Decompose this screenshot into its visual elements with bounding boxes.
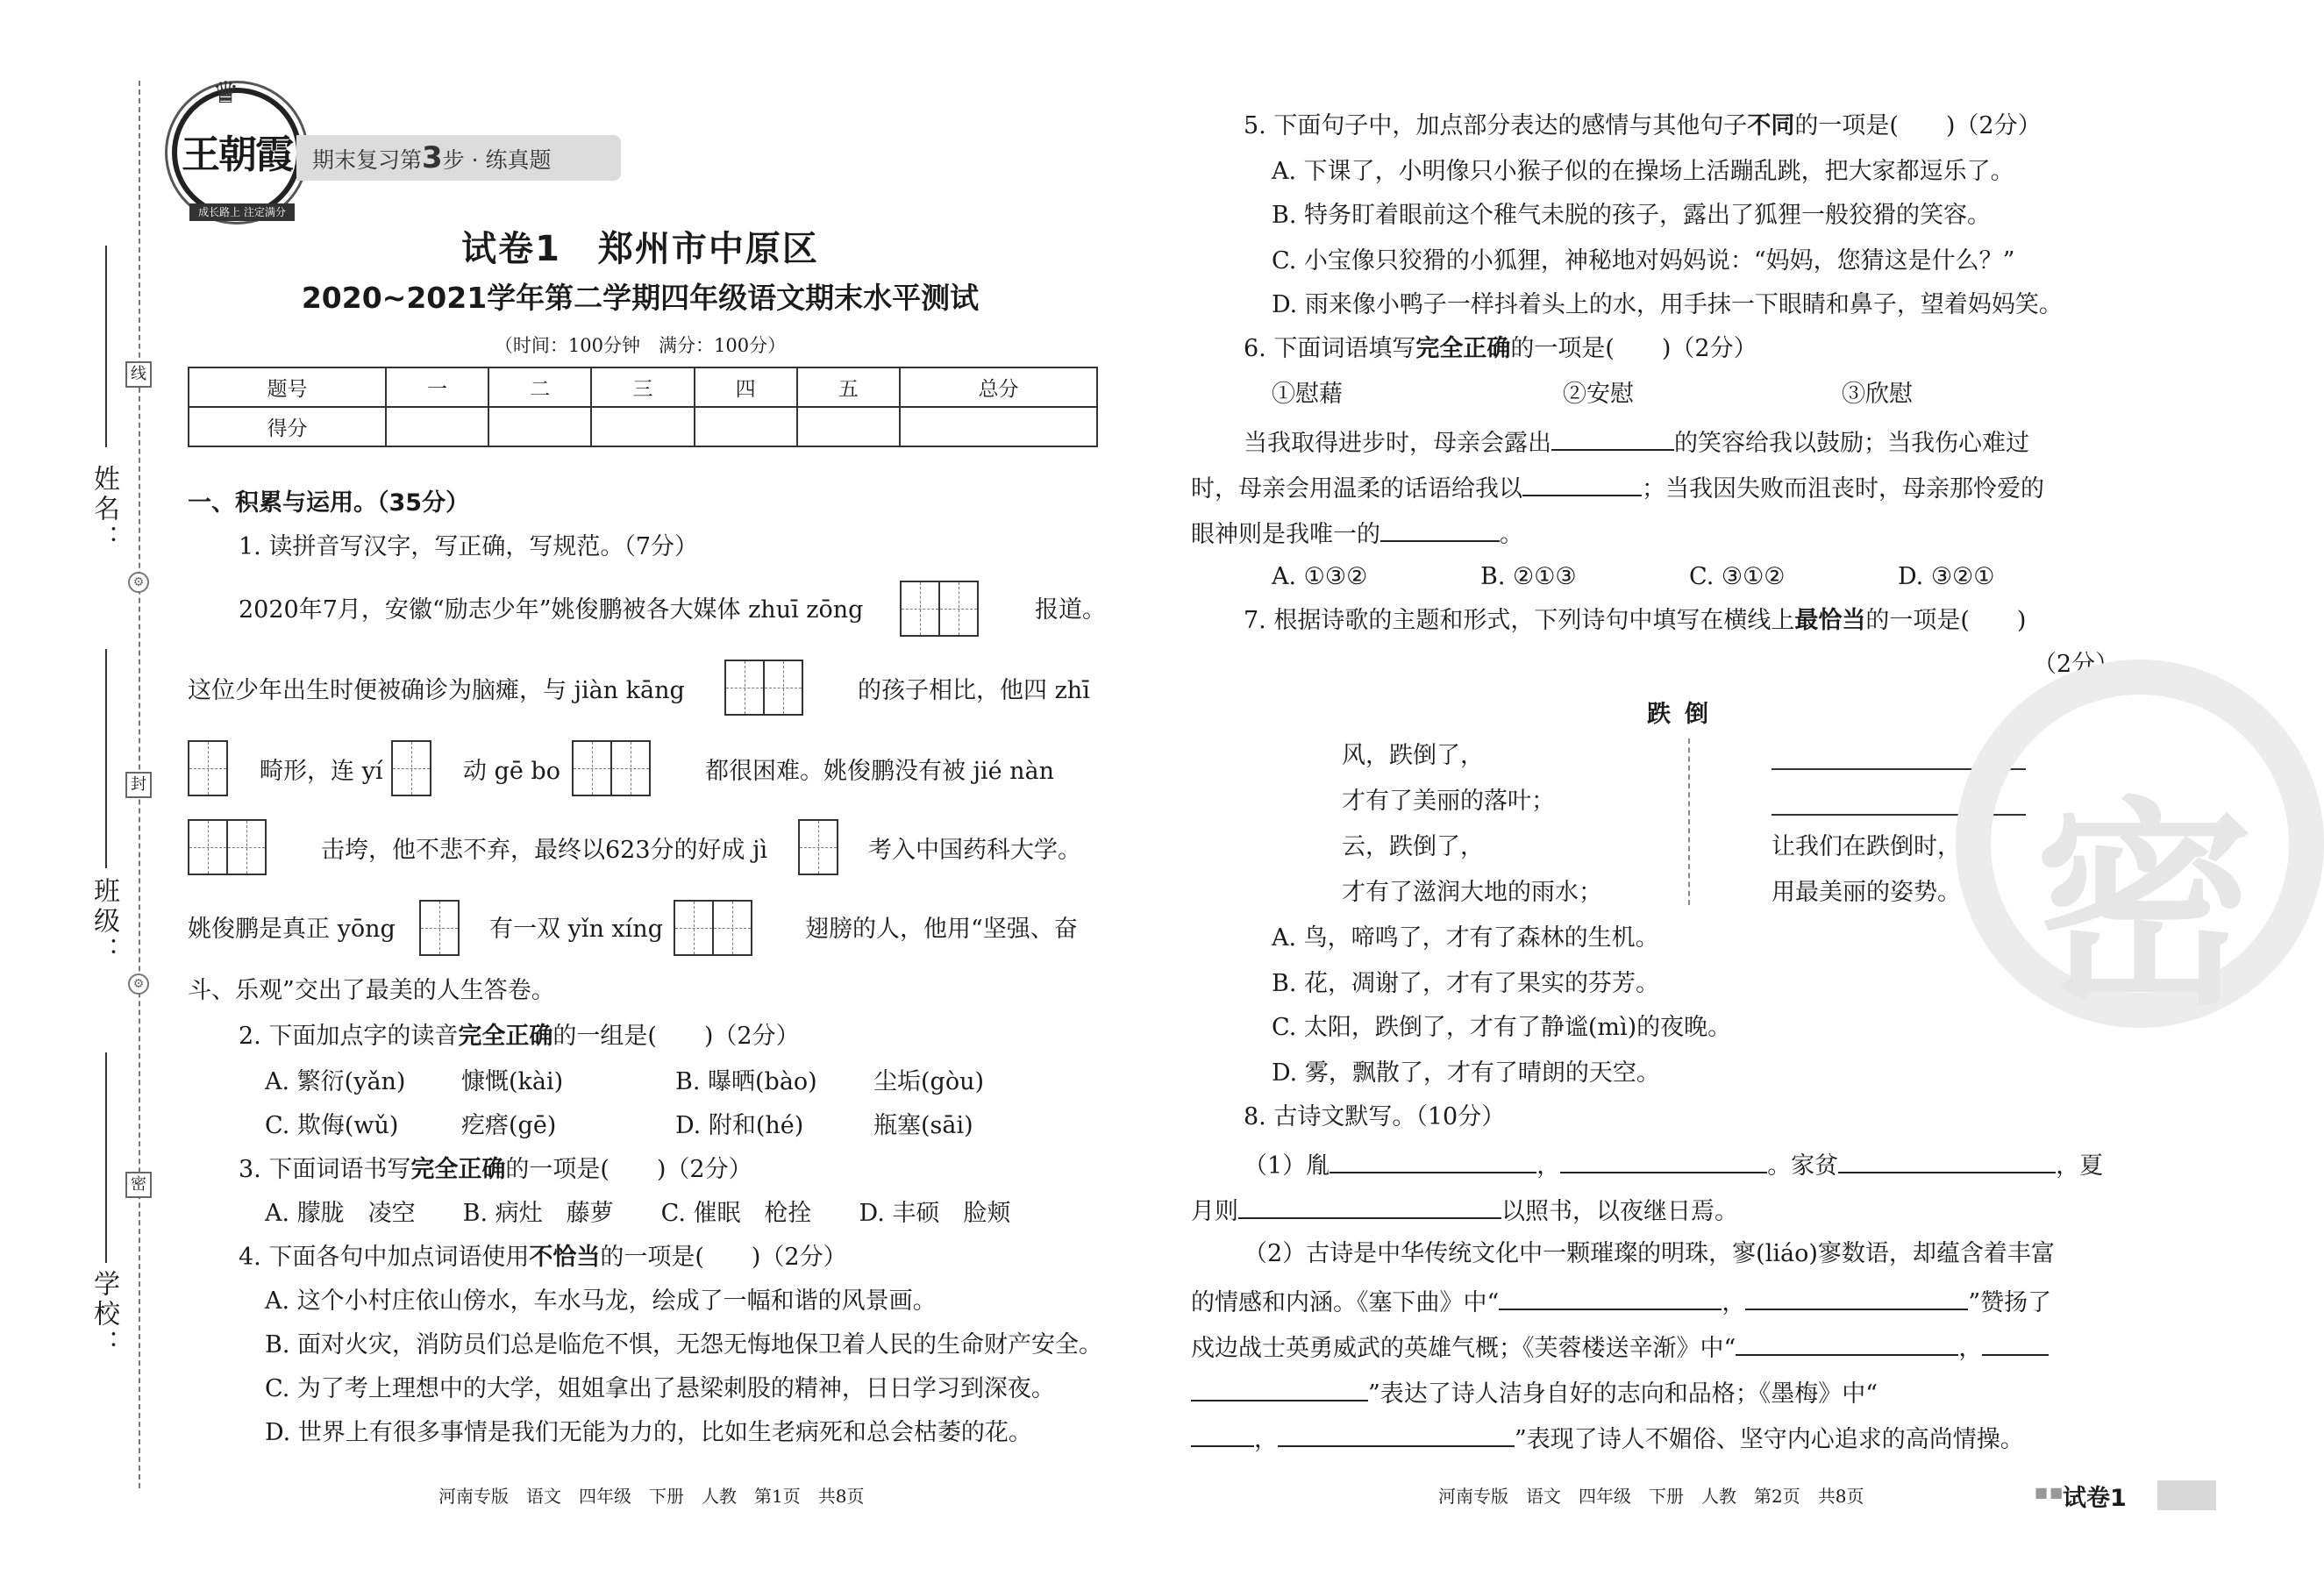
q6-word-2: ②安慰 [1563,381,1634,408]
q4-pre: 4. 下面各句中加点词语使用 [239,1244,530,1271]
poem-line: 用最美丽的姿势。 [1772,879,1961,906]
q2-option-b2: 尘垢(gòu) [873,1068,984,1095]
answer-blank[interactable] [1745,1284,1968,1310]
q3-prompt [239,1154,752,1186]
page-footer-right: 河南专版 语文 四年级 下册 人教 第2页 共8页 [1438,1486,1864,1507]
exam-meta: （时间：100分钟 满分：100分） [494,335,787,356]
q8-line [1191,1193,1738,1228]
q8-text: 月则 [1191,1198,1238,1225]
q6-word-3: ③欣慰 [1842,381,1913,408]
poem-line: 风，跌倒了， [1342,742,1484,769]
q6-text: 时，母亲会用温柔的话语给我以 [1191,475,1522,503]
answer-blank[interactable] [1560,1147,1767,1173]
q8-text: ”表现了诗人不媚俗、坚守内心追求的高尚情操。 [1515,1426,2024,1453]
answer-grid[interactable] [391,740,431,796]
answer-blank[interactable] [1191,1375,1368,1401]
poem-line: 才有了滋润大地的雨水； [1342,879,1602,906]
q8-text: 。家贫 [1767,1152,1839,1180]
q1-text: 报道。 [1035,596,1106,624]
q2-post: 的一组是( )（2分） [552,1023,800,1050]
score-cell[interactable] [900,407,1097,446]
q8-text: ”赞扬了 [1968,1289,2052,1316]
q1-text: 考入中国药科大学。 [868,837,1081,864]
watermark-seal [1956,660,2324,1034]
answer-blank[interactable] [1191,1421,1254,1447]
score-cell[interactable] [797,407,900,446]
q8-text: 戍边战士英勇威武的英雄气概；《芙蓉楼送辛渐》中“ [1191,1335,1736,1362]
answer-blank[interactable] [1380,516,1500,542]
answer-blank[interactable] [1278,1421,1515,1447]
q8-line [1244,1147,2103,1182]
q8-text: 以照书，以夜继日焉。 [1501,1198,1738,1225]
q6-passage [1191,516,1523,551]
q2-prompt [239,1021,800,1052]
answer-grid[interactable] [572,740,651,796]
q6-option-a[interactable]: A. ①③② [1272,563,1368,590]
answer-blank[interactable] [1330,1147,1536,1173]
school-blank[interactable] [105,1052,107,1263]
q6-text: 的笑容给我以鼓励；当我伤心难过 [1674,430,2029,457]
q2-option-c1[interactable]: C. 欺侮(wǔ) [265,1112,399,1139]
q7-option-b[interactable]: B. 花，凋谢了，才有了果实的芬芳。 [1272,970,1660,997]
q8-text: ， [1722,1289,1746,1316]
q7-prompt [1244,605,2026,637]
q6-text: 。 [1500,521,1523,548]
q3-pre: 3. 下面词语书写 [239,1156,411,1183]
banner-step: 3 [422,140,443,175]
q2-option-d2: 瓶塞(sāi) [873,1112,973,1139]
answer-grid[interactable] [900,581,979,637]
answer-blank[interactable] [1736,1330,1958,1356]
table-row [189,407,1097,446]
q1-text: 翅膀的人，他用“坚强、奋 [805,916,1078,943]
q8-line [1191,1375,1878,1410]
q5-prompt [1244,111,2042,142]
q6-option-c[interactable]: C. ③①② [1689,563,1786,590]
paper-badge: 试卷1 [2063,1485,2127,1512]
q1-text: 斗、乐观”交出了最美的人生答卷。 [188,977,555,1004]
q6-bold: 完全正确 [1415,335,1511,362]
name-blank[interactable] [105,246,107,447]
score-cell[interactable] [591,407,694,446]
answer-grid[interactable] [188,819,267,875]
binding-hole-icon: ⚙ [128,572,149,593]
q1-text: 2020年7月，安徽“励志少年”姚俊鹏被各大媒体 zhuī zōng [239,596,864,624]
q2-pre: 2. 下面加点字的读音 [239,1023,459,1050]
q7-score: （2分） [2033,651,2120,678]
q7-bold: 最恰当 [1794,607,1866,634]
q8-text: （1）胤 [1244,1152,1330,1180]
q6-option-b[interactable]: B. ②①③ [1480,563,1577,590]
q4-post: 的一项是( )（2分） [600,1244,847,1271]
answer-blank[interactable] [1551,424,1674,451]
binding-mark-secret: 密 [125,1172,152,1198]
table-header: 题号 [189,367,386,407]
q6-passage [1191,470,2044,505]
brand-logo [172,75,302,218]
q2-option-a1[interactable]: A. 繁衍(yǎn) [265,1068,406,1095]
q7-pre: 7. 根据诗歌的主题和形式，下列诗句中填写在横线上 [1244,607,1795,634]
q1-text: 击垮，他不悲不弃，最终以623分的好成 jì [321,837,768,864]
q2-option-a2: 慷慨(kài) [461,1068,564,1095]
q8-prompt: 8. 古诗文默写。（10分） [1244,1103,1506,1130]
answer-grid[interactable] [419,900,460,956]
q8-text: 的情感和内涵。《塞下曲》中“ [1191,1289,1500,1316]
poem-line: 才有了美丽的落叶； [1342,788,1555,815]
answer-blank[interactable] [1838,1147,2056,1173]
table-header: 总分 [900,367,1097,407]
poem-divider [1688,738,1690,905]
answer-blank[interactable] [1238,1193,1501,1219]
q5-option-d[interactable]: D. 雨来像小鸭子一样抖着头上的水，用手抹一下眼睛和鼻子，望着妈妈笑。 [1272,291,2063,318]
q6-passage [1244,424,2029,460]
brand-ribbon: 成长路上 注定满分 [189,203,295,221]
class-label: 班级： [89,877,119,966]
poem-title: 跌倒 [1647,701,1722,728]
q1-text: 畸形，连 yí [260,758,383,785]
q6-text: 当我取得进步时，母亲会露出 [1244,430,1551,457]
q8-line: （2）古诗是中华传统文化中一颗璀璨的明珠，寥(liáo)寥数语，却蕴含着丰富 [1244,1240,2055,1267]
q5-option-a[interactable]: A. 下课了，小明像只小猴子似的在操场上活蹦乱跳，把大家都逗乐了。 [1272,158,2014,185]
q6-pre: 6. 下面词语填写 [1244,335,1416,362]
q4-bold: 不恰当 [529,1244,601,1271]
brand-name: 王朝霞 [182,132,292,177]
answer-blank[interactable] [1982,1330,2049,1356]
q8-line [1191,1330,2049,1365]
q6-post: 的一项是( )（2分） [1510,335,1757,362]
q4-option-a[interactable]: A. 这个小村庄依山傍水，车水马龙，绘成了一幅和谐的风景画。 [265,1287,937,1315]
binding-mark-line: 线 [125,361,152,388]
watermark-char: 密 [2035,779,2254,1034]
binding-mark-seal: 封 [125,772,152,798]
q1-text: 的孩子相比，他四 zhī [858,677,1090,704]
q6-text: 眼神则是我唯一的 [1191,521,1380,548]
q3-options[interactable]: A. 朦胧 凌空 B. 病灶 藤萝 C. 催眠 枪拴 D. 丰硕 脸颊 [265,1200,1011,1227]
q7-option-c[interactable]: C. 太阳，跌倒了，才有了静谧(mì)的夜晚。 [1272,1014,1732,1041]
q4-option-b[interactable]: B. 面对火灾，消防员们总是临危不惧，无怨无悔地保卫着人民的生命财产安全。 [265,1331,1103,1359]
banner-prefix: 期末复习第 [312,147,423,173]
q6-word-1: ①慰藉 [1272,381,1343,408]
q7-option-a[interactable]: A. 鸟，啼鸣了，才有了森林的生机。 [1272,924,1659,952]
answer-grid[interactable] [674,900,752,956]
q4-option-d[interactable]: D. 世界上有很多事情是我们无能为力的，比如生老病死和总会枯萎的花。 [265,1419,1032,1446]
section-1-heading: 一、积累与运用。（35分） [188,489,470,517]
q3-bold: 完全正确 [410,1156,506,1183]
q8-text: ，夏 [2056,1152,2104,1180]
q8-line [1191,1421,2024,1456]
q8-text: ， [1958,1335,1983,1362]
page-footer-left: 河南专版 语文 四年级 下册 人教 第1页 共8页 [438,1486,865,1507]
answer-grid[interactable] [798,819,838,875]
q5-pre: 5. 下面句子中，加点部分表达的感情与其他句子 [1244,112,1748,139]
badge-bar [2157,1480,2216,1510]
q1-text: 动 gē bo [463,758,560,785]
q8-text: ， [1254,1426,1278,1453]
binding-hole-icon: ⚙ [128,973,149,995]
name-label: 姓名： [89,465,119,554]
table-header: 一 [386,367,488,407]
q1-text: 姚俊鹏是真正 yōng [188,916,396,943]
class-blank[interactable] [105,649,107,868]
q5-option-b[interactable]: B. 特务盯着眼前这个稚气未脱的孩子，露出了狐狸一般狡猾的笑容。 [1272,202,1992,229]
q1-text: 有一双 yǐn xíng [489,916,663,943]
q6-prompt [1244,333,1757,365]
q4-option-c[interactable]: C. 为了考上理想中的大学，姐姐拿出了悬梁刺股的精神，日日学习到深夜。 [265,1375,1055,1402]
exam-title: 试卷1 郑州市中原区 [461,229,819,269]
poem-line: 让我们在跌倒时， [1772,833,1961,860]
table-header: 三 [591,367,694,407]
answer-blank[interactable] [1499,1284,1722,1310]
q1-prompt: 1. 读拼音写汉字，写正确，写规范。（7分） [239,533,699,560]
review-banner [296,135,621,181]
score-cell[interactable] [386,407,488,446]
q7-option-d[interactable]: D. 雾，飘散了，才有了晴朗的天空。 [1272,1059,1660,1087]
q6-text: ；当我因失败而沮丧时，母亲那怜爱的 [1642,475,2044,503]
score-table [188,367,1098,447]
q1-text: 都很困难。姚俊鹏没有被 jié nàn [705,758,1055,785]
row-label: 得分 [189,407,386,446]
table-row [189,367,1097,407]
score-cell[interactable] [488,407,591,446]
q4-prompt [239,1242,847,1273]
table-header: 五 [797,367,900,407]
banner-suffix: 步 · 练真题 [442,147,552,173]
table-header: 二 [488,367,591,407]
q5-bold: 不同 [1747,112,1795,139]
q6-option-d[interactable]: D. ③②① [1898,563,1995,590]
badge-dots-icon: ■■ [2035,1484,2065,1501]
poem-line: 云，跌倒了， [1342,833,1484,860]
q2-option-d1[interactable]: D. 附和(hé) [675,1112,804,1139]
score-cell[interactable] [695,407,797,446]
q8-text: ”表达了诗人洁身自好的志向和品格；《墨梅》中“ [1368,1380,1878,1408]
q2-option-c2: 疙瘩(gē) [461,1112,557,1139]
q7-post: 的一项是( ) [1865,607,2027,634]
answer-grid[interactable] [724,660,803,716]
answer-blank[interactable] [1522,470,1642,496]
school-label: 学校： [89,1270,119,1359]
q5-post: 的一项是( )（2分） [1794,112,2042,139]
exam-subtitle: 2020~2021学年第二学期四年级语文期末水平测试 [301,281,980,315]
q2-option-b1[interactable]: B. 曝晒(bào) [675,1068,817,1095]
q1-text: 这位少年出生时便被确诊为脑瘫，与 jiàn kāng [188,677,685,704]
q2-bold: 完全正确 [458,1023,553,1050]
q8-text: ， [1536,1152,1561,1180]
table-header: 四 [695,367,797,407]
q8-line [1191,1284,2051,1319]
crown-icon: ♛ [212,75,239,111]
q3-post: 的一项是( )（2分） [505,1156,752,1183]
answer-grid[interactable] [188,740,228,796]
q5-option-c[interactable]: C. 小宝像只狡猾的小狐狸，神秘地对妈妈说：“妈妈，您猜这是什么？” [1272,247,2015,275]
